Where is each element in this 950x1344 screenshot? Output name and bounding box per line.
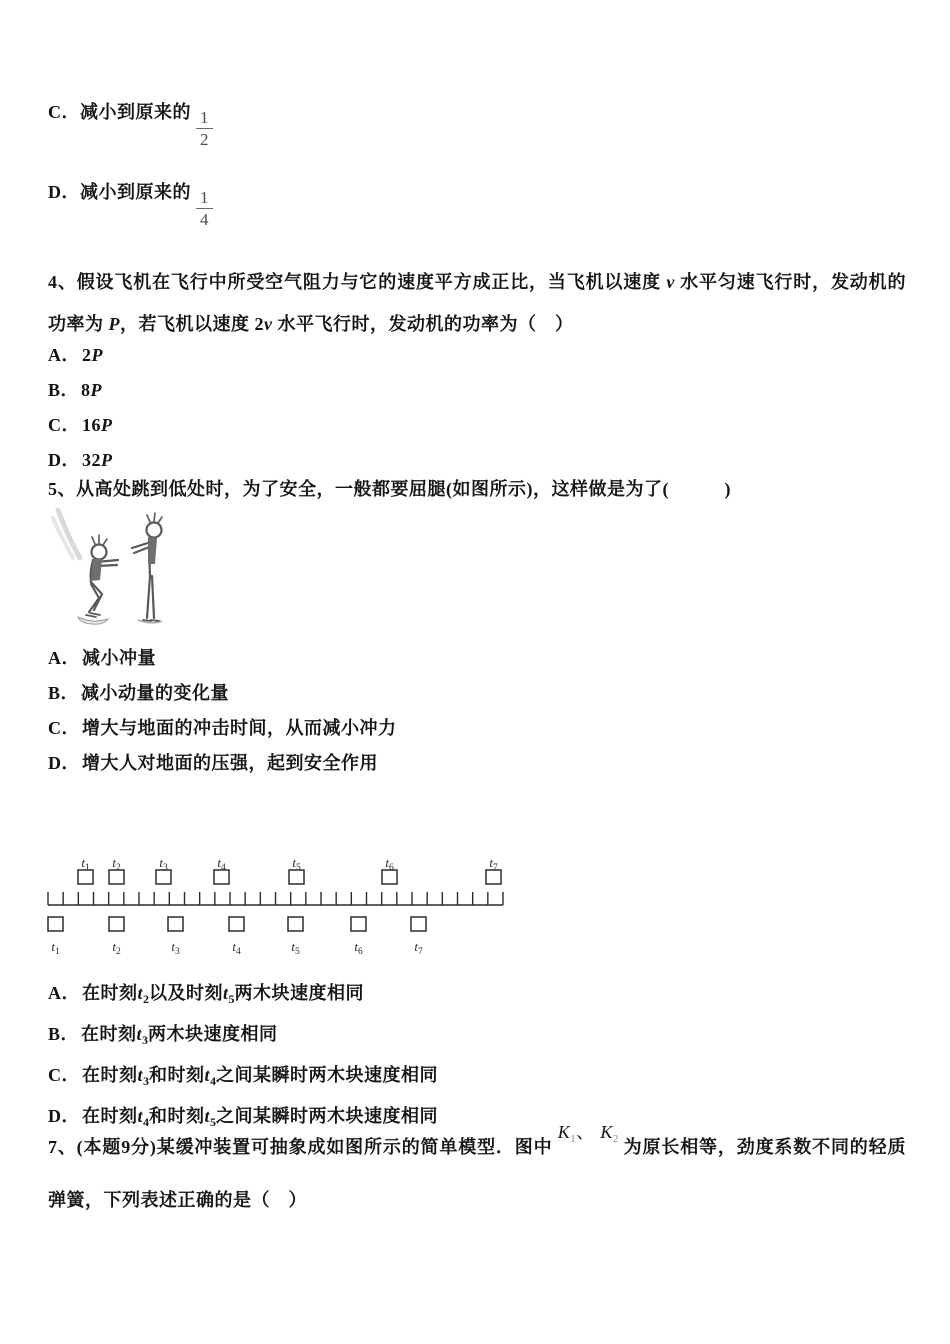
option-row xyxy=(48,443,906,478)
option-text: 在时刻$t_2$以及时刻$t_5$两木块速度相同 xyxy=(82,983,365,1006)
option-label: A． xyxy=(48,345,80,365)
question-6-diagram xyxy=(45,848,515,965)
option-label: B． xyxy=(48,683,80,703)
block-exposure xyxy=(229,917,244,931)
option-label: B． xyxy=(48,380,80,400)
block-exposure xyxy=(288,917,303,931)
question-4-text: 4、假设飞机在飞行中所受空气阻力与它的速度平方成正比，当飞机以速度 v 水平匀速飞行时，发动机的功率为 P，若飞机以速度 2v 水平飞行时，发动机的功率为（ ） xyxy=(48,272,907,334)
option-text: 2P xyxy=(82,345,103,365)
time-label: $t_4$ xyxy=(232,939,241,957)
time-label: $t_2$ xyxy=(112,855,121,873)
time-label: $t_6$ xyxy=(385,855,394,873)
question-3-option-d xyxy=(48,178,213,229)
option-text: 增大人对地面的压强，起到安全作用 xyxy=(82,753,378,773)
option-label: D． xyxy=(48,182,80,202)
time-label: $t_1$ xyxy=(81,855,90,873)
question-3-option-c xyxy=(48,98,213,149)
option-text: 减小动量的变化量 xyxy=(81,683,230,703)
option-row xyxy=(48,711,906,746)
question-5-options xyxy=(48,641,906,781)
time-label: $t_3$ xyxy=(171,939,180,957)
fraction: $\frac{1}{2}$ xyxy=(196,108,213,149)
block-exposure xyxy=(48,917,63,931)
time-label: $t_5$ xyxy=(291,939,300,957)
option-row xyxy=(48,1058,906,1099)
option-text: 增大与地面的冲击时间，从而减小冲力 xyxy=(82,718,397,738)
option-label: A． xyxy=(48,983,80,1003)
option-text: 减小冲量 xyxy=(82,648,156,668)
option-text: 减小到原来的 $\frac{1}{2}$ xyxy=(80,102,213,122)
option-label: C． xyxy=(48,415,80,435)
question-6-options xyxy=(48,976,906,1140)
option-text: 减小到原来的 $\frac{1}{4}$ xyxy=(80,182,213,202)
block-exposure xyxy=(109,917,124,931)
option-row xyxy=(48,338,906,373)
option-label: C． xyxy=(48,102,80,122)
option-label: C． xyxy=(48,1065,80,1085)
option-row xyxy=(48,373,906,408)
time-label: $t_1$ xyxy=(51,939,60,957)
time-label: $t_7$ xyxy=(414,939,423,957)
time-label: $t_3$ xyxy=(159,855,168,873)
option-label: B． xyxy=(48,1024,80,1044)
option-label: C． xyxy=(48,718,80,738)
question-4-options xyxy=(48,338,906,478)
option-row xyxy=(48,1017,906,1058)
block-exposure xyxy=(411,917,426,931)
option-text: 32P xyxy=(82,450,113,470)
leotard-right xyxy=(148,537,157,564)
block-exposure xyxy=(351,917,366,931)
option-label: D． xyxy=(48,450,80,470)
option-row xyxy=(48,641,906,676)
time-label: $t_4$ xyxy=(217,855,226,873)
time-label: $t_7$ xyxy=(489,855,498,873)
question-5-figure xyxy=(42,504,192,635)
fraction: $\frac{1}{4}$ xyxy=(196,188,213,229)
time-label: $t_6$ xyxy=(354,939,363,957)
option-text: 在时刻$t_4$和时刻$t_5$之间某瞬时两木块速度相同 xyxy=(82,1106,439,1129)
option-text: 在时刻$t_3$两木块速度相同 xyxy=(81,1024,278,1047)
option-text: 在时刻$t_3$和时刻$t_4$之间某瞬时两木块速度相同 xyxy=(82,1065,439,1088)
question-5-text: 5、从高处跳到低处时，为了安全，一般都要屈腿(如图所示)，这样做是为了( ) xyxy=(48,479,731,499)
option-row xyxy=(48,976,906,1017)
option-text: 8P xyxy=(81,380,103,400)
option-label: D． xyxy=(48,1106,80,1126)
option-label: D． xyxy=(48,753,80,773)
option-label: A． xyxy=(48,648,80,668)
option-row xyxy=(48,408,906,443)
time-label: $t_5$ xyxy=(292,855,301,873)
time-label: $t_2$ xyxy=(112,939,121,957)
question-7-text: 7、(本题9分)某缓冲装置可抽象成如图所示的简单模型．图中 $K^1$、 $K^2$ 为原长相等，劲度系数不同的轻质弹簧，下列表述正确的是（ ） xyxy=(48,1122,906,1210)
gymnast-illustration xyxy=(42,504,192,630)
option-row xyxy=(48,746,906,781)
option-row xyxy=(48,676,906,711)
option-text: 16P xyxy=(82,415,113,435)
block-exposure xyxy=(168,917,183,931)
